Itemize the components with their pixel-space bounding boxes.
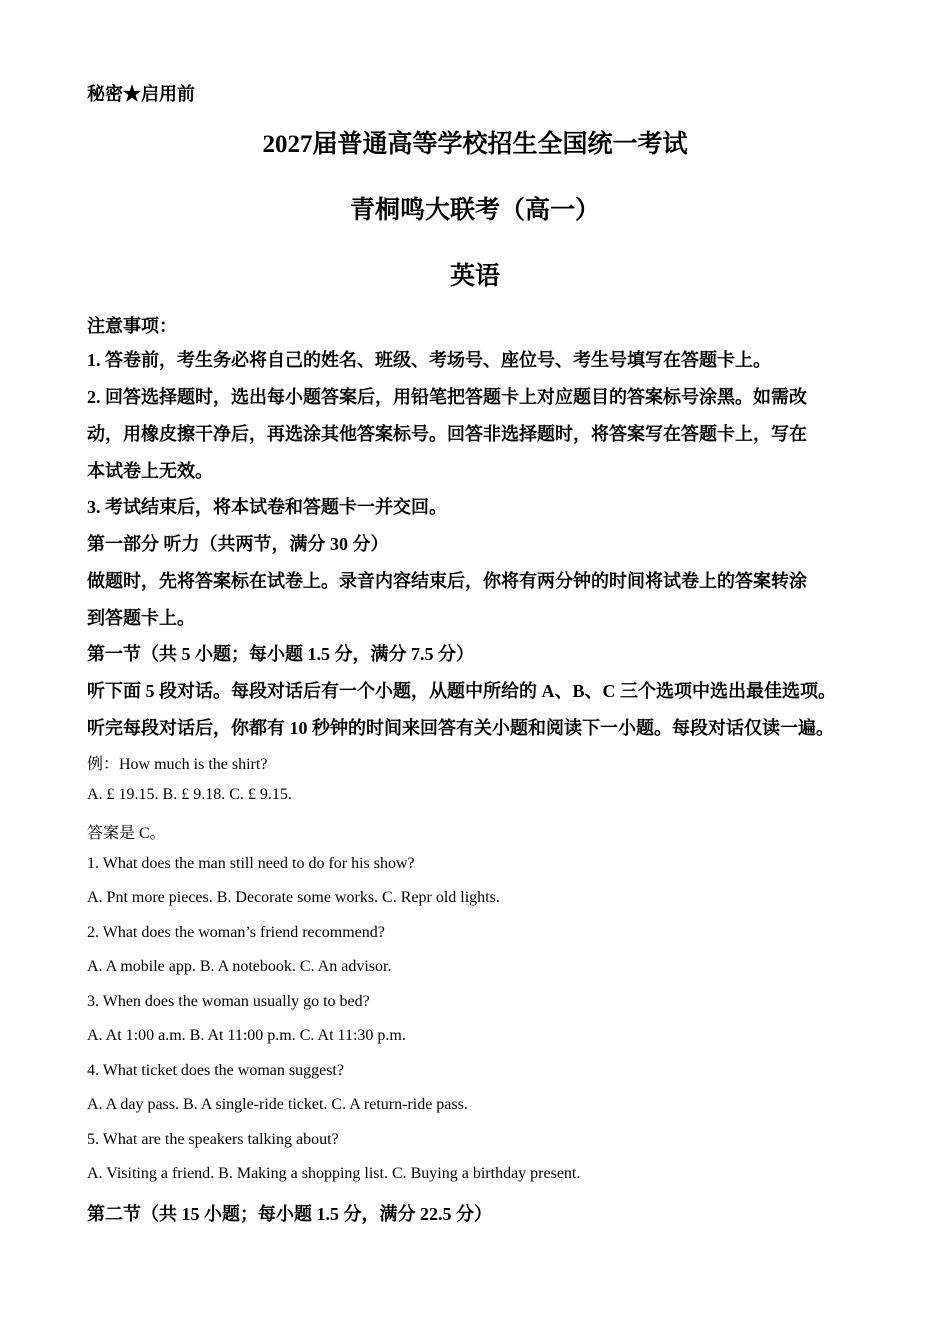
question-2: 2. What does the woman’s friend recommend? <box>87 924 385 941</box>
section1-instruction-line-2: 听完每段对话后，你都有 10 秒钟的时间来回答有关小题和阅读下一小题。每段对话仅读一遍。 <box>87 718 834 738</box>
subject-title: 英语 <box>449 263 500 290</box>
notice-item-2-line-2: 动，用橡皮擦干净后，再选涂其他答案标号。回答非选择题时，将答案写在答题卡上，写在 <box>87 424 807 444</box>
question-5-options: A. Visiting a friend. B. Making a shopping list. C. Buying a birthday present. <box>87 1165 581 1182</box>
question-3: 3. When does the woman usually go to bed? <box>87 993 370 1010</box>
section2-heading: 第二节（共 15 小题；每小题 1.5 分，满分 22.5 分） <box>87 1204 492 1224</box>
question-1: 1. What does the man still need to do for his show? <box>87 855 415 872</box>
exam-title: 2027届普通高等学校招生全国统一考试 <box>262 131 688 158</box>
example-question: 例：How much is the shirt? <box>87 756 268 773</box>
question-5: 5. What are the speakers talking about? <box>87 1131 339 1148</box>
part1-heading: 第一部分 听力（共两节，满分 30 分） <box>87 534 389 554</box>
notice-item-3: 3. 考试结束后，将本试卷和答题卡一并交回。 <box>87 497 447 517</box>
question-4: 4. What ticket does the woman suggest? <box>87 1062 344 1079</box>
question-2-options: A. A mobile app. B. A notebook. C. An advisor. <box>87 958 392 975</box>
notice-item-2-line-3: 本试卷上无效。 <box>87 461 213 481</box>
example-answer: 答案是 C。 <box>87 825 166 842</box>
question-3-options: A. At 1:00 a.m. B. At 11:00 p.m. C. At 11:30 p.m. <box>87 1027 406 1044</box>
confidential-mark: 秘密★启用前 <box>87 84 195 104</box>
section1-instruction-line-1: 听下面 5 段对话。每段对话后有一个小题，从题中所给的 A、B、C 三个选项中选出最佳选项。 <box>87 681 836 701</box>
exam-subtitle: 青桐鸣大联考（高一） <box>349 197 600 224</box>
question-1-options: A. Pnt more pieces. B. Decorate some works. C. Repr old lights. <box>87 889 500 906</box>
example-options: A. £ 19.15. B. £ 9.18. C. £ 9.15. <box>87 786 292 803</box>
section1-heading: 第一节（共 5 小题；每小题 1.5 分，满分 7.5 分） <box>87 644 474 664</box>
notice-heading: 注意事项： <box>87 316 177 336</box>
question-4-options: A. A day pass. B. A single-ride ticket. C. A return-ride pass. <box>87 1096 468 1113</box>
part1-intro-line-1: 做题时，先将答案标在试卷上。录音内容结束后，你将有两分钟的时间将试卷上的答案转涂 <box>87 571 807 591</box>
notice-item-2-line-1: 2. 回答选择题时，选出每小题答案后，用铅笔把答题卡上对应题目的答案标号涂黑。如需改 <box>87 387 807 407</box>
part1-intro-line-2: 到答题卡上。 <box>87 608 195 628</box>
notice-item-1: 1. 答卷前，考生务必将自己的姓名、班级、考场号、座位号、考生号填写在答题卡上。 <box>87 350 771 370</box>
